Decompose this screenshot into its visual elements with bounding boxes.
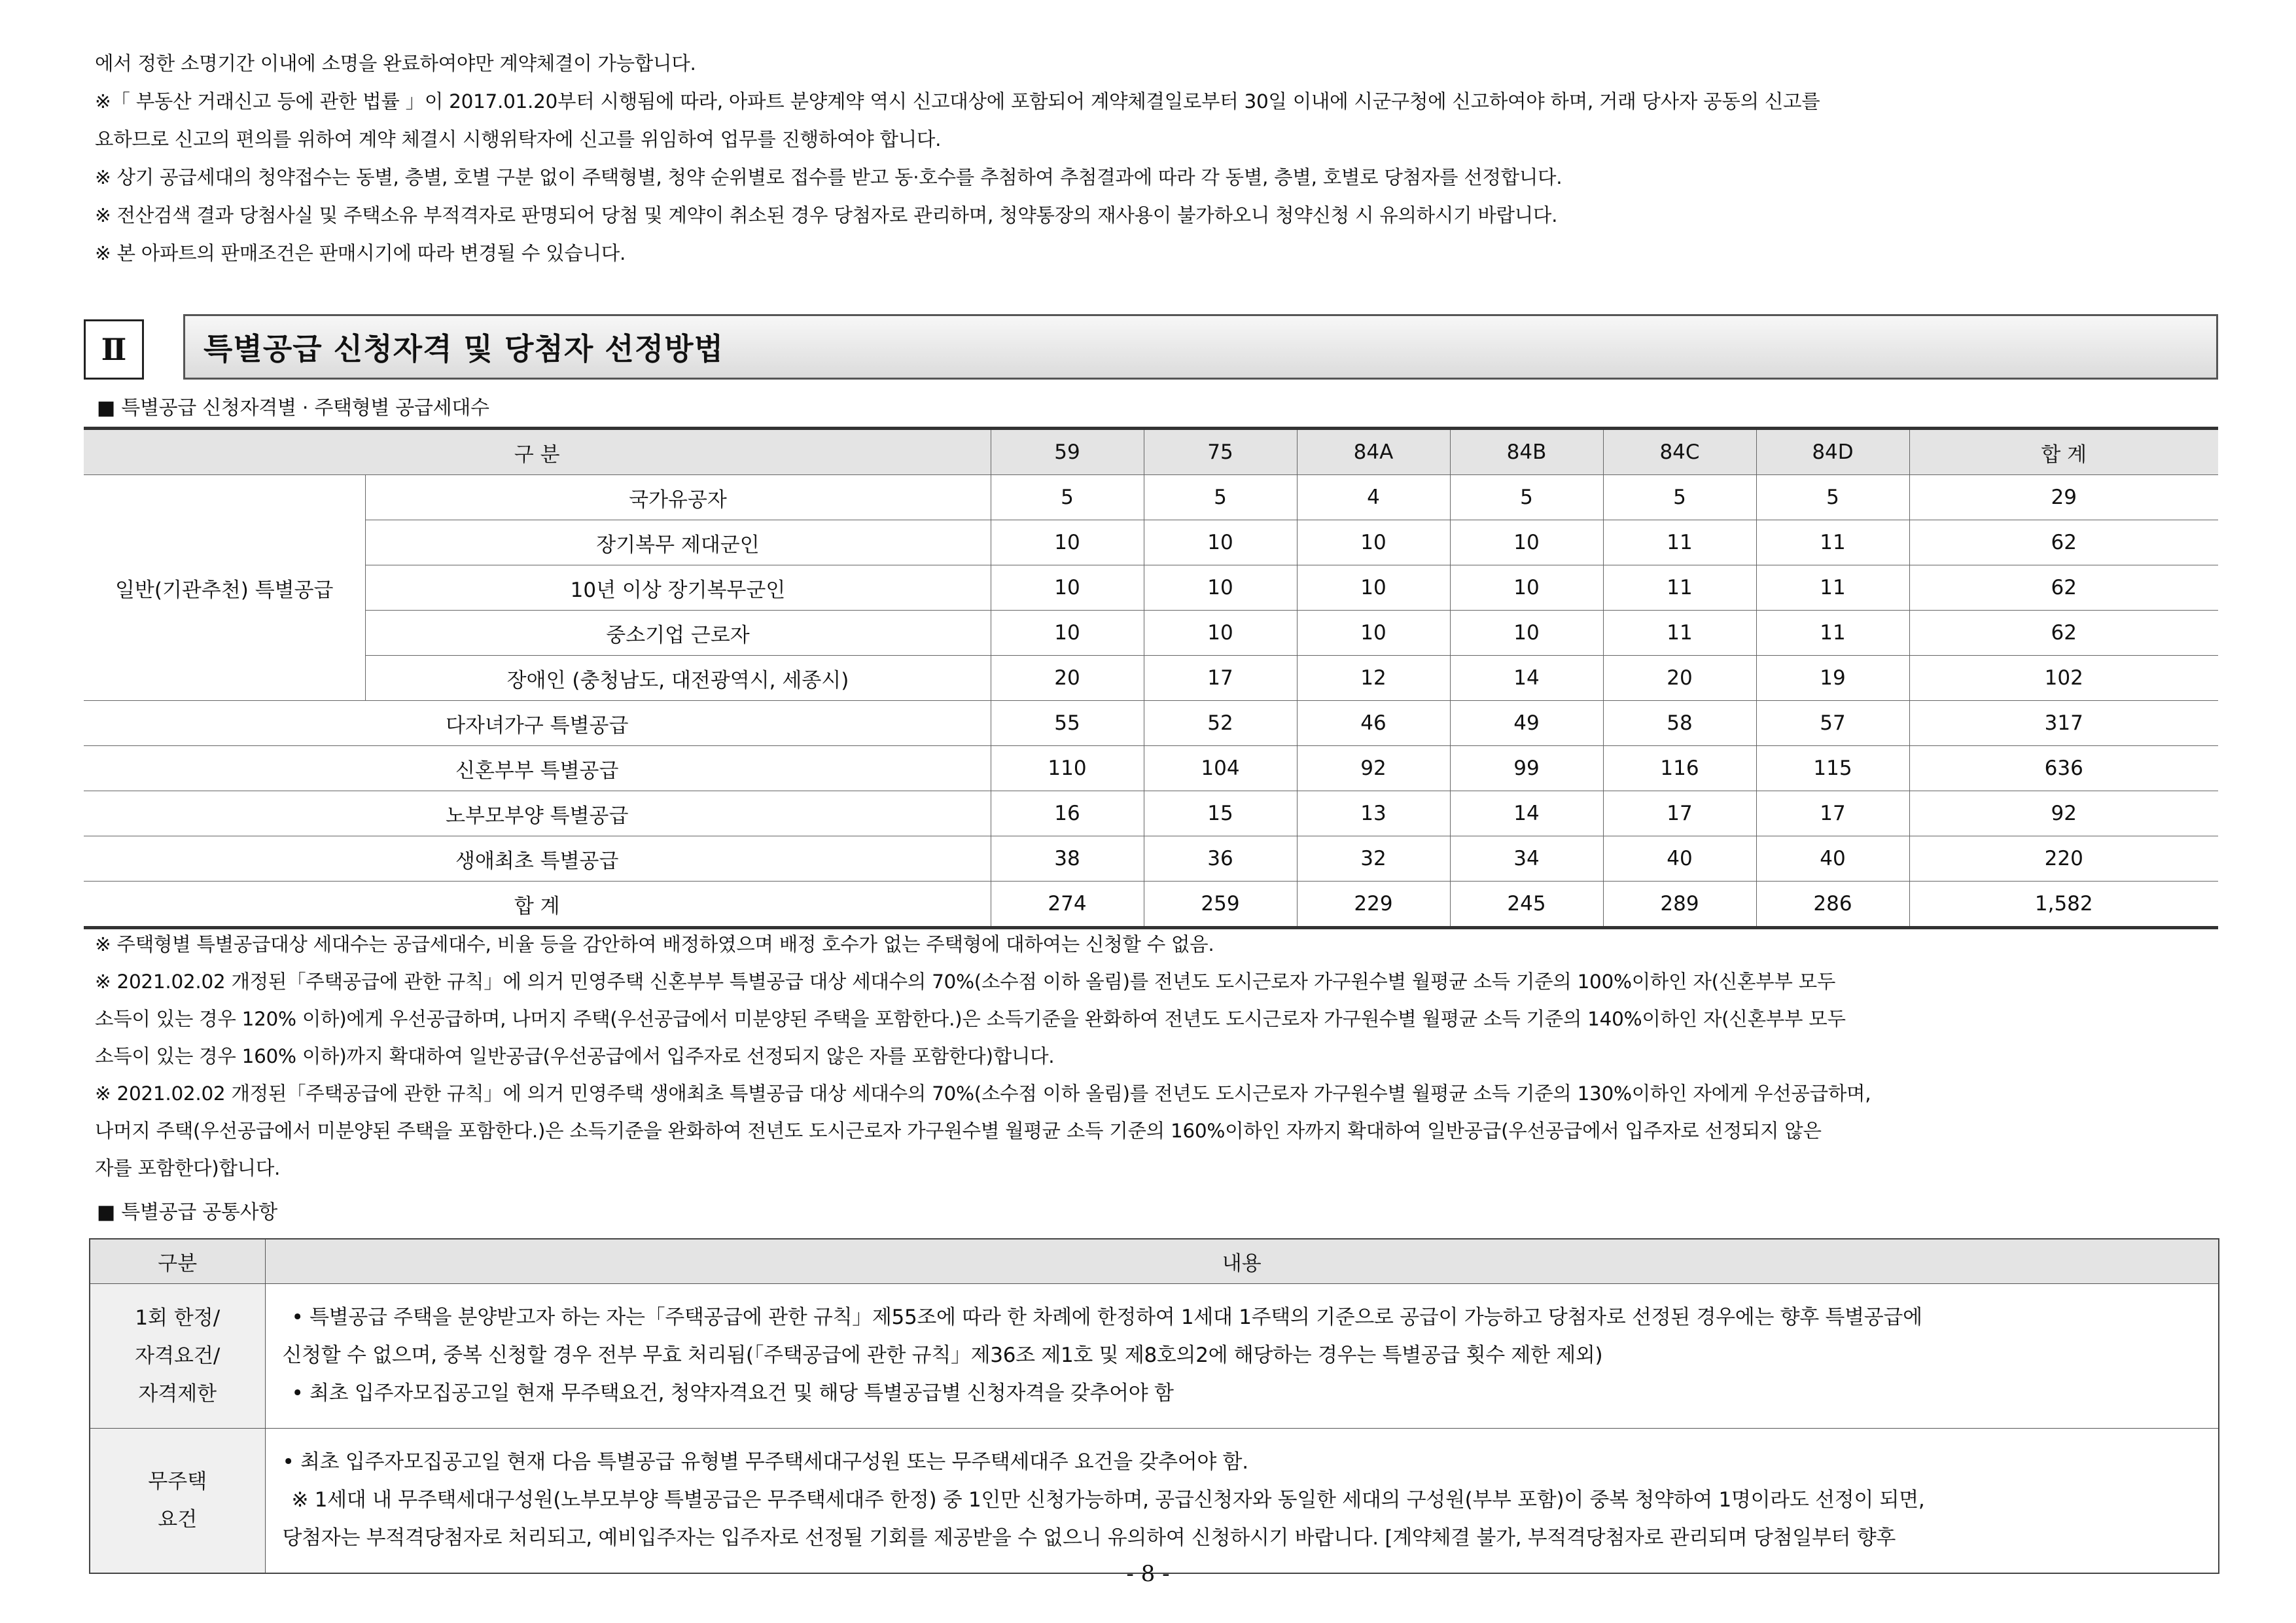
supply-table-header-row <box>84 429 2218 475</box>
cell-value: 10 <box>1450 520 1603 565</box>
cell-value: 10 <box>991 565 1144 611</box>
cell-value: 11 <box>1603 565 1756 611</box>
common-table-caption: ■ 특별공급 공통사항 <box>97 1201 277 1224</box>
common-table <box>89 1238 2219 1574</box>
row-label: 10년 이상 장기복무군인 <box>365 565 991 611</box>
section-title: 특별공급 신청자격 및 당첨자 선정방법 <box>183 314 2218 380</box>
cell-total: 29 <box>1909 475 2218 520</box>
table-row <box>84 836 2218 882</box>
notes-paragraph <box>95 926 2228 1187</box>
cell-total: 62 <box>1909 565 2218 611</box>
cell-value: 104 <box>1144 746 1297 791</box>
header-type: 84C <box>1603 429 1756 475</box>
cell-value: 16 <box>991 791 1144 836</box>
cell-value: 32 <box>1297 836 1450 882</box>
sum-value: 274 <box>991 882 1144 928</box>
cell-value: 116 <box>1603 746 1756 791</box>
cell-value: 5 <box>991 475 1144 520</box>
note-line: 나머지 주택(우선공급에서 미분양된 주택을 포함한다.)은 소득기준을 완화하여 전년도 도시근로자 가구원수별 월평균 소득 기준의 160%이하인 자까지 확대하여 일반공급(우선공급에서 입주자로 선정되지 않은 <box>95 1120 1822 1142</box>
cell-value: 11 <box>1603 611 1756 656</box>
header-total: 합 계 <box>1909 429 2218 475</box>
cell-value: 11 <box>1603 520 1756 565</box>
intro-line: ※ 전산검색 결과 당첨사실 및 주택소유 부적격자로 판명되어 당첨 및 계약이 취소된 경우 당첨자로 관리하며, 청약통장의 재사용이 불가하오니 청약신청 시 유의하시기 바랍니다. <box>95 204 1558 226</box>
cell-value: 10 <box>1144 520 1297 565</box>
content-line: 신청할 수 없으며, 중복 신청할 경우 전부 무효 처리됨(「주택공급에 관한 규칙」제36조 제1호 및 제8호의2에 해당하는 경우는 특별공급 횟수 제한 제외) <box>282 1344 1603 1367</box>
intro-line: 에서 정한 소명기간 이내에 소명을 완료하여야만 계약체결이 가능합니다. <box>95 52 696 75</box>
sum-value: 289 <box>1603 882 1756 928</box>
header-type: 84B <box>1450 429 1603 475</box>
cell-value: 52 <box>1144 701 1297 746</box>
cell-value: 46 <box>1297 701 1450 746</box>
sum-label: 합 계 <box>84 882 991 928</box>
cell-value: 20 <box>1603 656 1756 701</box>
cell-value: 14 <box>1450 656 1603 701</box>
row-content <box>265 1429 2219 1574</box>
note-line: 자를 포함한다)합니다. <box>95 1157 281 1179</box>
page-number: - 8 - <box>1126 1561 1170 1587</box>
cell-value: 115 <box>1756 746 1909 791</box>
header-category: 구분 <box>90 1239 265 1284</box>
row-label-line: 자격요건/ <box>135 1344 221 1368</box>
cell-value: 17 <box>1603 791 1756 836</box>
intro-line: 요하므로 신고의 편의를 위하여 계약 체결시 시행위탁자에 신고를 위임하여 업무를 진행하여야 합니다. <box>95 128 942 151</box>
sum-value: 259 <box>1144 882 1297 928</box>
cell-value: 110 <box>991 746 1144 791</box>
intro-line: ※「 부동산 거래신고 등에 관한 법률 」이 2017.01.20부터 시행됨에 따라, 아파트 분양계약 역시 신고대상에 포함되어 계약체결일로부터 30일 이내에 시군구청에 신고하여야 하며, 거래 당사자 공동의 신고를 <box>95 90 1820 113</box>
cell-value: 5 <box>1144 475 1297 520</box>
header-type: 59 <box>991 429 1144 475</box>
sum-value: 245 <box>1450 882 1603 928</box>
content-line: • 최초 입주자모집공고일 현재 무주택요건, 청약자격요건 및 해당 특별공급별 신청자격을 갖추어야 함 <box>291 1382 1174 1405</box>
cell-value: 15 <box>1144 791 1297 836</box>
cell-value: 10 <box>1144 565 1297 611</box>
content-line: 당첨자는 부적격당첨자로 처리되고, 예비입주자는 입주자로 선정될 기회를 제공받을 수 없으니 유의하여 신청하시기 바랍니다. [계약체결 불가, 부적격당첨자로 관리되며 당첨일부터 향후 <box>282 1526 1896 1550</box>
table-row <box>84 565 2218 611</box>
cell-value: 10 <box>1450 565 1603 611</box>
cell-value: 10 <box>991 520 1144 565</box>
cell-value: 10 <box>1297 565 1450 611</box>
sum-value: 286 <box>1756 882 1909 928</box>
cell-value: 10 <box>1144 611 1297 656</box>
cell-value: 14 <box>1450 791 1603 836</box>
row-label-line: 1회 한정/ <box>135 1306 221 1330</box>
cell-value: 10 <box>991 611 1144 656</box>
header-type: 84D <box>1756 429 1909 475</box>
header-content: 내용 <box>265 1239 2219 1284</box>
row-label-line: 무주택 <box>148 1470 207 1493</box>
supply-table-caption: ■ 특별공급 신청자격별 · 주택형별 공급세대수 <box>97 397 489 419</box>
table-row <box>84 520 2218 565</box>
cell-value: 13 <box>1297 791 1450 836</box>
note-line: 소득이 있는 경우 120% 이하)에게 우선공급하며, 나머지 주택(우선공급에서 미분양된 주택을 포함한다.)은 소득기준을 완화하여 전년도 도시근로자 가구원수별 월평균 소득 기준의 140%이하인 자(신혼부부 모두 <box>95 1008 1846 1030</box>
table-row <box>84 746 2218 791</box>
note-line: ※ 2021.02.02 개정된「주택공급에 관한 규칙」에 의거 민영주택 생애최초 특별공급 대상 세대수의 70%(소수점 이하 올림)를 전년도 도시근로자 가구원수별 월평균 소득 기준의 130%이하인 자에게 우선공급하며, <box>95 1082 1871 1105</box>
cell-value: 5 <box>1756 475 1909 520</box>
note-line: 소득이 있는 경우 160% 이하)까지 확대하여 일반공급(우선공급에서 입주자로 선정되지 않은 자를 포함한다)합니다. <box>95 1045 1055 1067</box>
table-row <box>84 475 2218 520</box>
group-label: 일반(기관추천) 특별공급 <box>84 475 365 701</box>
cell-total: 636 <box>1909 746 2218 791</box>
cell-value: 49 <box>1450 701 1603 746</box>
row-label: 중소기업 근로자 <box>365 611 991 656</box>
section-heading <box>84 314 2218 381</box>
table-row <box>84 701 2218 746</box>
row-label-line: 요건 <box>158 1508 198 1531</box>
cell-value: 57 <box>1756 701 1909 746</box>
content-line: ※ 1세대 내 무주택세대구성원(노부모부양 특별공급은 무주택세대주 한정) 중 1인만 신청가능하며, 공급신청자와 동일한 세대의 구성원(부부 포함)이 중복 청약하여 1명이라도 선정이 되면, <box>291 1488 1925 1512</box>
row-content <box>265 1284 2219 1429</box>
cell-value: 5 <box>1603 475 1756 520</box>
cell-value: 17 <box>1144 656 1297 701</box>
intro-line: ※ 본 아파트의 판매조건은 판매시기에 따라 변경될 수 있습니다. <box>95 242 626 264</box>
header-type: 84A <box>1297 429 1450 475</box>
cell-value: 5 <box>1450 475 1603 520</box>
cell-total: 62 <box>1909 611 2218 656</box>
row-label-line: 자격제한 <box>138 1382 217 1406</box>
cell-value: 4 <box>1297 475 1450 520</box>
common-table-header-row <box>90 1239 2219 1284</box>
sum-value: 229 <box>1297 882 1450 928</box>
sum-total: 1,582 <box>1909 882 2218 928</box>
cell-total: 317 <box>1909 701 2218 746</box>
cell-value: 17 <box>1756 791 1909 836</box>
cell-value: 36 <box>1144 836 1297 882</box>
note-line: ※ 주택형별 특별공급대상 세대수는 공급세대수, 비율 등을 감안하여 배정하였으며 배정 호수가 없는 주택형에 대하여는 신청할 수 없음. <box>95 933 1214 955</box>
cell-value: 11 <box>1756 565 1909 611</box>
content-line: • 최초 입주자모집공고일 현재 다음 특별공급 유형별 무주택세대구성원 또는 무주택세대주 요건을 갖추어야 함. <box>282 1450 1248 1474</box>
row-label: 국가유공자 <box>365 475 991 520</box>
table-row <box>84 611 2218 656</box>
cell-value: 34 <box>1450 836 1603 882</box>
note-line: ※ 2021.02.02 개정된「주택공급에 관한 규칙」에 의거 민영주택 신혼부부 특별공급 대상 세대수의 70%(소수점 이하 올림)를 전년도 도시근로자 가구원수별 월평균 소득 기준의 100%이하인 자(신혼부부 모두 <box>95 971 1836 993</box>
row-label: 장기복무 제대군인 <box>365 520 991 565</box>
row-label <box>90 1284 265 1429</box>
sum-row <box>84 882 2218 928</box>
cell-total: 102 <box>1909 656 2218 701</box>
table-row <box>84 791 2218 836</box>
cell-value: 11 <box>1756 520 1909 565</box>
row-label <box>90 1429 265 1574</box>
cell-value: 11 <box>1756 611 1909 656</box>
cell-value: 19 <box>1756 656 1909 701</box>
cell-total: 220 <box>1909 836 2218 882</box>
cell-value: 40 <box>1756 836 1909 882</box>
content-line: • 특별공급 주택을 분양받고자 하는 자는「주택공급에 관한 규칙」제55조에 따라 한 차례에 한정하여 1세대 1주택의 기준으로 공급이 가능하고 당첨자로 선정된 경우에는 향후 특별공급에 <box>291 1306 1922 1329</box>
row-label: 장애인 (충청남도, 대전광역시, 세종시) <box>365 656 991 701</box>
cell-value: 10 <box>1297 611 1450 656</box>
row-label: 다자녀가구 특별공급 <box>84 701 991 746</box>
cell-value: 38 <box>991 836 1144 882</box>
intro-line: ※ 상기 공급세대의 청약접수는 동별, 층별, 호별 구분 없이 주택형별, 청약 순위별로 접수를 받고 동·호수를 추첨하여 추첨결과에 따라 각 동별, 층별, 호별로 당첨자를 선정합니다. <box>95 166 1563 188</box>
cell-total: 92 <box>1909 791 2218 836</box>
row-label: 신혼부부 특별공급 <box>84 746 991 791</box>
table-row <box>90 1429 2219 1574</box>
cell-total: 62 <box>1909 520 2218 565</box>
table-row <box>90 1284 2219 1429</box>
intro-paragraph <box>95 45 2228 272</box>
cell-value: 58 <box>1603 701 1756 746</box>
cell-value: 92 <box>1297 746 1450 791</box>
cell-value: 10 <box>1297 520 1450 565</box>
section-number: Ⅱ <box>84 319 144 380</box>
row-label: 생애최초 특별공급 <box>84 836 991 882</box>
header-type: 75 <box>1144 429 1297 475</box>
cell-value: 99 <box>1450 746 1603 791</box>
cell-value: 10 <box>1450 611 1603 656</box>
cell-value: 20 <box>991 656 1144 701</box>
supply-table <box>84 427 2218 929</box>
header-category: 구 분 <box>84 429 991 475</box>
table-row <box>84 656 2218 701</box>
cell-value: 55 <box>991 701 1144 746</box>
cell-value: 12 <box>1297 656 1450 701</box>
cell-value: 40 <box>1603 836 1756 882</box>
row-label: 노부모부양 특별공급 <box>84 791 991 836</box>
